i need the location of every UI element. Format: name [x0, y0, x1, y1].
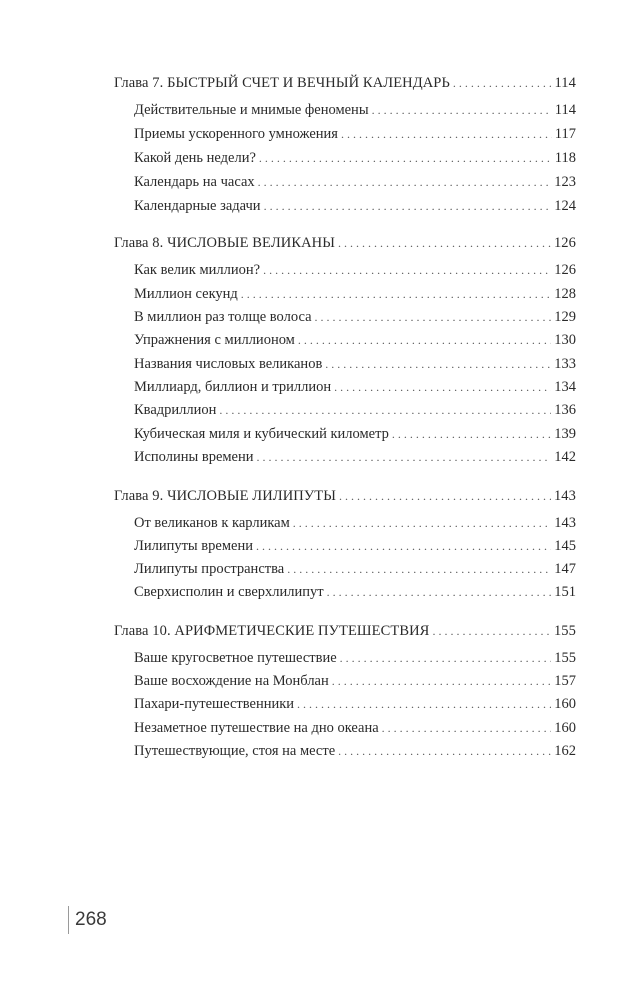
toc-entry[interactable]: [134, 124, 576, 144]
toc-entry[interactable]: [134, 536, 576, 556]
leader-dots: [298, 330, 551, 350]
entry-title: Квадриллион: [134, 402, 217, 418]
entry-title: Как велик миллион?: [134, 262, 261, 278]
page-number: 126: [553, 235, 576, 251]
entry-title: От великанов к карликам: [134, 515, 290, 531]
page-number: 114: [554, 75, 576, 91]
page-number: 151: [554, 584, 576, 600]
leader-dots: [392, 424, 551, 444]
toc-entry[interactable]: [134, 172, 576, 192]
toc-entry[interactable]: [134, 559, 576, 579]
toc-entry[interactable]: [134, 741, 576, 761]
leader-dots: [315, 307, 552, 327]
leader-dots: [338, 233, 551, 253]
page-number: 142: [554, 449, 576, 465]
toc-entry[interactable]: [134, 100, 576, 120]
leader-dots: [372, 100, 552, 120]
entry-title: Лилипуты времени: [134, 538, 253, 554]
page-number: 128: [554, 286, 576, 302]
leader-dots: [332, 671, 552, 691]
leader-dots: [293, 513, 551, 533]
leader-dots: [382, 718, 552, 738]
leader-dots: [340, 648, 552, 668]
page-number: 114: [554, 102, 576, 118]
entry-title: Пахари-путешественники: [134, 696, 295, 712]
page-number: 145: [554, 538, 576, 554]
entry-title: В миллион раз толще волоса: [134, 309, 312, 325]
page-number: 130: [554, 332, 576, 348]
page-number: 133: [554, 356, 576, 372]
leader-dots: [341, 124, 552, 144]
leader-dots: [453, 73, 552, 93]
page-number: 124: [554, 198, 576, 214]
toc-chapter-9[interactable]: [114, 486, 576, 506]
entry-title: Какой день недели?: [134, 150, 256, 166]
entry-title: Миллиард, биллион и триллион: [134, 379, 332, 395]
leader-dots: [325, 354, 551, 374]
leader-dots: [338, 741, 551, 761]
leader-dots: [264, 196, 552, 216]
toc-entry[interactable]: [134, 648, 576, 668]
page-number: 143: [553, 488, 576, 504]
page-number: 134: [554, 379, 576, 395]
toc-entry[interactable]: [134, 447, 576, 467]
entry-title: Ваше восхождение на Монблан: [134, 673, 329, 689]
chapter-title: Глава 10. АРИФМЕТИЧЕСКИЕ ПУТЕШЕСТВИЯ: [114, 623, 430, 639]
entry-title: Путешествующие, стоя на месте: [134, 743, 336, 759]
entry-title: Кубическая миля и кубический километр: [134, 426, 389, 442]
toc-entry[interactable]: [134, 330, 576, 350]
leader-dots: [263, 260, 551, 280]
leader-dots: [257, 447, 552, 467]
entry-title: Названия числовых великанов: [134, 356, 323, 372]
page-number: 126: [554, 262, 576, 278]
page-number: 160: [554, 720, 576, 736]
leader-dots: [219, 400, 551, 420]
page-folio: 268: [68, 906, 107, 934]
page-number: 147: [554, 561, 576, 577]
toc-entry[interactable]: [134, 582, 576, 602]
page-number: 118: [554, 150, 576, 166]
page-number: 143: [554, 515, 576, 531]
entry-title: Ваше кругосветное путешествие: [134, 650, 337, 666]
toc-entry[interactable]: [134, 148, 576, 168]
leader-dots: [334, 377, 551, 397]
leader-dots: [256, 536, 551, 556]
toc-entry[interactable]: [134, 354, 576, 374]
toc-chapter-8[interactable]: [114, 233, 576, 253]
entry-title: Сверхисполин и сверхлилипут: [134, 584, 324, 600]
entry-title: Миллион секунд: [134, 286, 238, 302]
toc-entry[interactable]: [134, 260, 576, 280]
page-number: 123: [554, 174, 576, 190]
toc-chapter-10[interactable]: [114, 621, 576, 641]
entry-title: Календарь на часах: [134, 174, 255, 190]
toc-entry[interactable]: [134, 307, 576, 327]
toc-entry[interactable]: [134, 424, 576, 444]
leader-dots: [258, 172, 552, 192]
toc-entry[interactable]: [134, 196, 576, 216]
page-number: 129: [554, 309, 576, 325]
page-number: 136: [554, 402, 576, 418]
entry-title: Незаметное путешествие на дно океана: [134, 720, 379, 736]
entry-title: Приемы ускоренного умножения: [134, 126, 338, 142]
page-number: 162: [554, 743, 576, 759]
leader-dots: [339, 486, 551, 506]
entry-title: Исполины времени: [134, 449, 254, 465]
chapter-title: Глава 8. ЧИСЛОВЫЕ ВЕЛИКАНЫ: [114, 235, 335, 251]
page-number: 117: [554, 126, 576, 142]
page-number: 139: [554, 426, 576, 442]
entry-title: Действительные и мнимые феномены: [134, 102, 369, 118]
chapter-title: Глава 9. ЧИСЛОВЫЕ ЛИЛИПУТЫ: [114, 488, 336, 504]
entry-title: Лилипуты пространства: [134, 561, 285, 577]
toc-entry[interactable]: [134, 718, 576, 738]
toc-chapter-7[interactable]: [114, 73, 576, 93]
toc-entry[interactable]: [134, 377, 576, 397]
page-number: 155: [554, 650, 576, 666]
page-number: 157: [554, 673, 576, 689]
toc-entry[interactable]: [134, 400, 576, 420]
toc-entry[interactable]: [134, 513, 576, 533]
page-number: 155: [553, 623, 576, 639]
leader-dots: [287, 559, 551, 579]
chapter-title: Глава 7. БЫСТРЫЙ СЧЕТ И ВЕЧНЫЙ КАЛЕНДАРЬ: [114, 75, 450, 91]
toc-entry[interactable]: [134, 284, 576, 304]
toc-entry[interactable]: [134, 694, 576, 714]
leader-dots: [241, 284, 551, 304]
leader-dots: [327, 582, 552, 602]
toc-entry[interactable]: [134, 671, 576, 691]
page-number: 160: [554, 696, 576, 712]
entry-title: Календарные задачи: [134, 198, 261, 214]
entry-title: Упражнения с миллионом: [134, 332, 295, 348]
leader-dots: [432, 621, 551, 641]
leader-dots: [297, 694, 551, 714]
leader-dots: [259, 148, 552, 168]
